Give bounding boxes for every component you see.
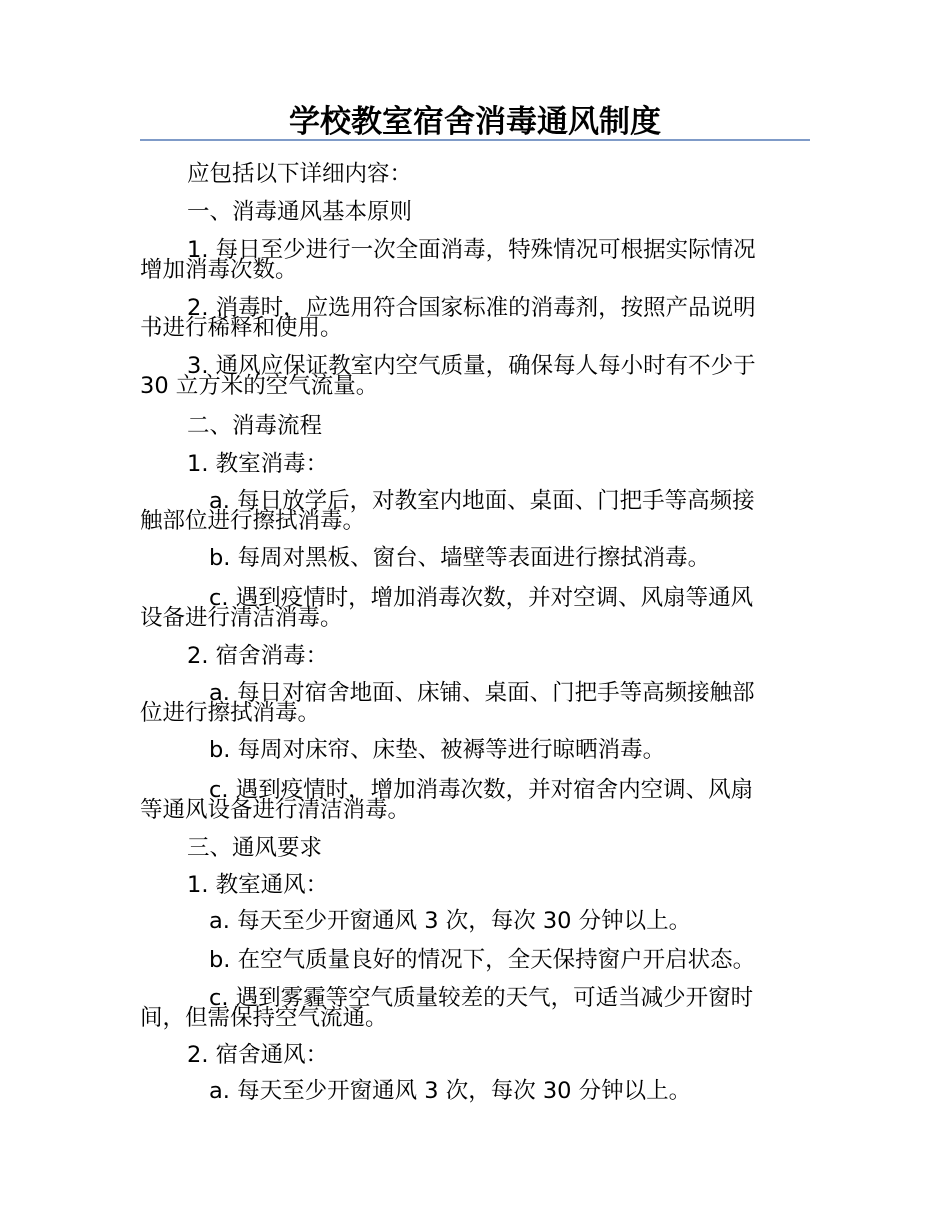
paragraph-line: a. 每天至少开窗通风 3 次，每次 30 分钟以上。 bbox=[209, 1078, 692, 1104]
section-heading-ventilation bbox=[140, 835, 810, 861]
list-item-dorm-b bbox=[140, 737, 810, 763]
title-underline bbox=[140, 139, 810, 141]
subheading-classroom-disinfection bbox=[140, 451, 810, 477]
paragraph-line: 二、消毒流程 bbox=[187, 413, 323, 439]
list-item-classroom-vent-a bbox=[140, 908, 810, 934]
paragraph-line: 3. 通风应保证教室内空气质量，确保每人每小时有不少于 bbox=[187, 353, 756, 379]
paragraph-line: 间，但需保持空气流通。 bbox=[140, 1005, 388, 1031]
list-item-classroom-b bbox=[140, 545, 810, 571]
paragraph-line: 应包括以下详细内容： bbox=[187, 161, 413, 187]
paragraph-line: 2. 消毒时，应选用符合国家标准的消毒剂，按照产品说明 bbox=[187, 295, 756, 321]
section-heading-disinfection bbox=[140, 413, 810, 439]
paragraph-line: 位进行擦拭消毒。 bbox=[140, 700, 321, 726]
paragraph-line: a. 每天至少开窗通风 3 次，每次 30 分钟以上。 bbox=[209, 908, 692, 934]
paragraph-line: 30 立方米的空气流量。 bbox=[140, 373, 379, 399]
paragraph-line: b. 每周对床帘、床垫、被褥等进行晾晒消毒。 bbox=[209, 737, 666, 763]
paragraph-line: b. 在空气质量良好的情况下，全天保持窗户开启状态。 bbox=[209, 947, 756, 973]
paragraph-line: 三、通风要求 bbox=[187, 835, 323, 861]
paragraph-line: a. 每日对宿舍地面、床铺、桌面、门把手等高频接触部 bbox=[209, 680, 755, 706]
list-item-principle-3 bbox=[140, 353, 810, 399]
paragraph-line: 1. 教室通风： bbox=[187, 872, 329, 898]
section-heading-principles bbox=[140, 199, 810, 225]
list-item-classroom-vent-b bbox=[140, 947, 810, 973]
paragraph-line: 2. 宿舍通风： bbox=[187, 1042, 329, 1068]
paragraph-line: b. 每周对黑板、窗台、墙壁等表面进行擦拭消毒。 bbox=[209, 545, 711, 571]
paragraph-line: 书进行稀释和使用。 bbox=[140, 315, 343, 341]
list-item-classroom-a bbox=[140, 488, 810, 534]
list-item-dorm-a bbox=[140, 680, 810, 726]
list-item-dorm-vent-a bbox=[140, 1078, 810, 1104]
paragraph-line: c. 遇到疫情时，增加消毒次数，并对空调、风扇等通风 bbox=[209, 585, 754, 611]
list-item-classroom-c bbox=[140, 585, 810, 631]
paragraph-line: 2. 宿舍消毒： bbox=[187, 643, 329, 669]
paragraph-line: 等通风设备进行清洁消毒。 bbox=[140, 797, 411, 823]
paragraph-intro bbox=[140, 161, 810, 187]
paragraph-line: a. 每日放学后，对教室内地面、桌面、门把手等高频接 bbox=[209, 488, 755, 514]
paragraph-line: 增加消毒次数。 bbox=[140, 257, 298, 283]
paragraph-line: 设备进行清洁消毒。 bbox=[140, 605, 343, 631]
document-title: 学校教室宿舍消毒通风制度 bbox=[289, 104, 661, 140]
list-item-principle-2 bbox=[140, 295, 810, 341]
paragraph-line: c. 遇到疫情时，增加消毒次数，并对宿舍内空调、风扇 bbox=[209, 777, 754, 803]
subheading-dorm-disinfection bbox=[140, 643, 810, 669]
subheading-dorm-ventilation bbox=[140, 1042, 810, 1068]
paragraph-line: c. 遇到雾霾等空气质量较差的天气，可适当减少开窗时 bbox=[209, 985, 754, 1011]
paragraph-line: 1. 教室消毒： bbox=[187, 451, 329, 477]
paragraph-line: 触部位进行擦拭消毒。 bbox=[140, 508, 366, 534]
list-item-classroom-vent-c bbox=[140, 985, 810, 1031]
list-item-principle-1 bbox=[140, 237, 810, 283]
list-item-dorm-c bbox=[140, 777, 810, 823]
subheading-classroom-ventilation bbox=[140, 872, 810, 898]
paragraph-line: 1. 每日至少进行一次全面消毒，特殊情况可根据实际情况 bbox=[187, 237, 756, 263]
paragraph-line: 一、消毒通风基本原则 bbox=[187, 199, 413, 225]
